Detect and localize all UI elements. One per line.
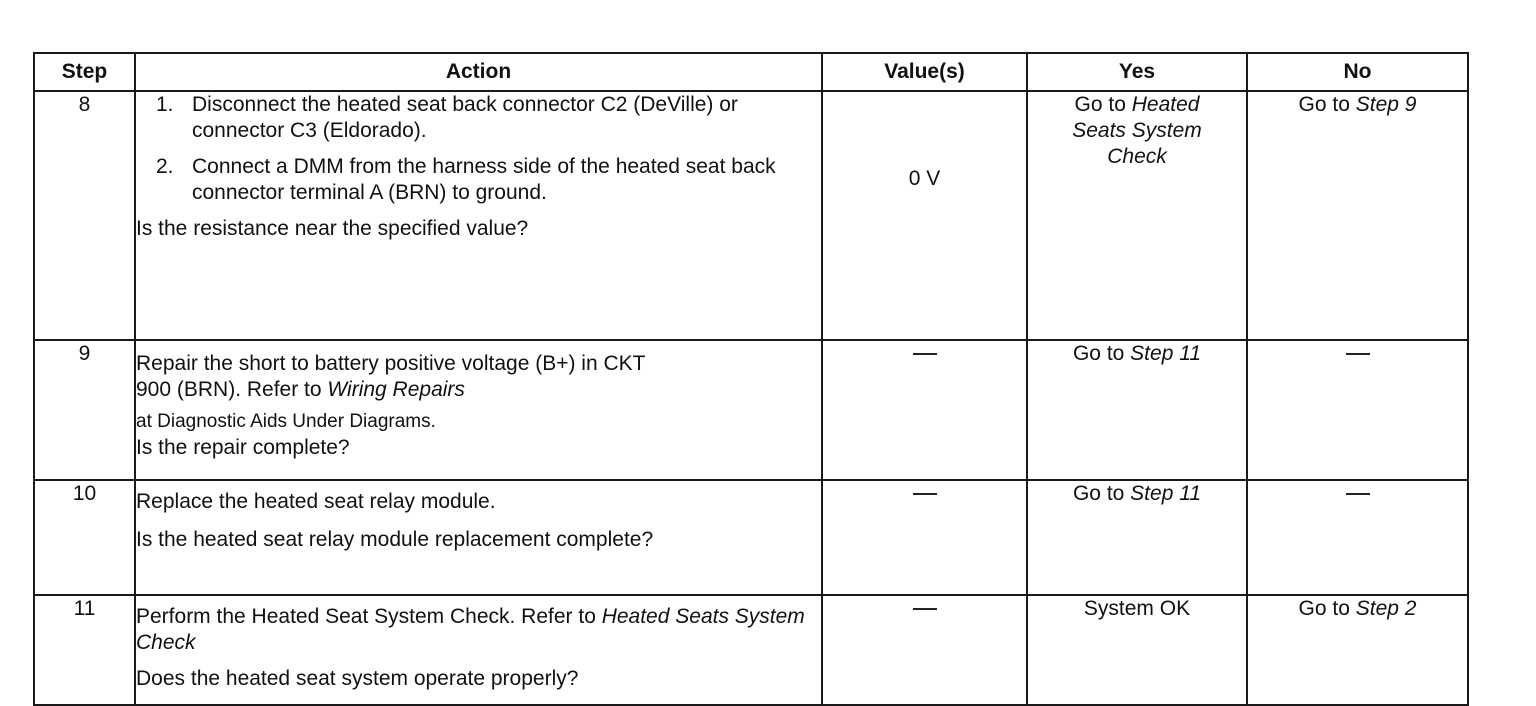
value-cell [822, 595, 1027, 705]
table-row-step-8 [34, 91, 1468, 340]
yes-cell: System OK [1027, 595, 1247, 705]
no-link[interactable]: Step 2 [1355, 597, 1417, 620]
list-number: 1. [156, 93, 174, 116]
no-cell [1247, 480, 1468, 595]
no-prefix: Go to [1298, 597, 1356, 620]
no-cell [1247, 91, 1468, 340]
step-number: 8 [34, 91, 135, 340]
action-text: Perform the Heated Seat System Check. Refer to [136, 605, 602, 628]
wiring-repairs-link[interactable]: Wiring Repairs [327, 378, 465, 401]
list-text: Connect a DMM from the harness side of the heated seat back connector terminal A (BRN) to ground. [192, 155, 776, 204]
yes-link[interactable]: Step 11 [1130, 342, 1202, 365]
header-action: Action [135, 53, 822, 91]
value-cell: 0 V [822, 91, 1027, 340]
no-cell [1247, 595, 1468, 705]
action-cell [135, 595, 822, 705]
action-cell [135, 340, 822, 480]
no-link[interactable]: Step 9 [1355, 93, 1417, 116]
dash-placeholder [913, 493, 937, 495]
action-text: Repair the short to battery positive voltage (B+) in CKT 900 (BRN). Refer to [136, 352, 646, 401]
action-cell [135, 91, 822, 340]
system-check-link[interactable]: Heated Seats System Check [136, 605, 805, 654]
value-cell [822, 480, 1027, 595]
no-cell [1247, 340, 1468, 480]
dash-placeholder [1346, 493, 1370, 495]
dash-placeholder [913, 353, 937, 355]
table-row-step-11 [34, 595, 1468, 705]
yes-prefix: Go to [1074, 93, 1132, 116]
action-text: Replace the heated seat relay module. [136, 490, 496, 513]
header-step: Step [34, 53, 135, 91]
yes-cell [1027, 340, 1247, 480]
value-cell [822, 340, 1027, 480]
action-list [136, 92, 821, 206]
table-row-step-10 [34, 480, 1468, 595]
header-yes: Yes [1027, 53, 1247, 91]
yes-cell [1027, 91, 1247, 340]
header-row [34, 53, 1468, 91]
no-prefix: Go to [1298, 93, 1356, 116]
yes-link[interactable]: Step 11 [1130, 482, 1202, 505]
step-number: 9 [34, 340, 135, 480]
action-cell [135, 480, 822, 595]
action-text-continued: at Diagnostic Aids Under Diagrams. [136, 411, 436, 432]
list-text: Disconnect the heated seat back connector C2 (DeVille) or connector C3 (Eldorado). [192, 93, 738, 142]
yes-cell [1027, 480, 1247, 595]
question-text: Is the heated seat relay module replacement complete? [136, 528, 654, 551]
list-item [136, 92, 821, 144]
question-text: Does the heated seat system operate properly? [136, 667, 579, 690]
question-text: Is the resistance near the specified value? [136, 217, 529, 240]
diagnostic-table [33, 52, 1469, 706]
dash-placeholder [913, 608, 937, 610]
step-number: 11 [34, 595, 135, 705]
yes-prefix: Go to [1072, 342, 1131, 365]
list-number: 2. [156, 155, 174, 178]
table-row-step-9 [34, 340, 1468, 480]
question-text: Is the repair complete? [136, 436, 350, 459]
step-number: 10 [34, 480, 135, 595]
yes-link[interactable]: Heated Seats System Check [1072, 93, 1202, 168]
header-value: Value(s) [822, 53, 1027, 91]
yes-prefix: Go to [1072, 482, 1131, 505]
dash-placeholder [1346, 353, 1370, 355]
header-no: No [1247, 53, 1468, 91]
list-item [136, 154, 821, 206]
